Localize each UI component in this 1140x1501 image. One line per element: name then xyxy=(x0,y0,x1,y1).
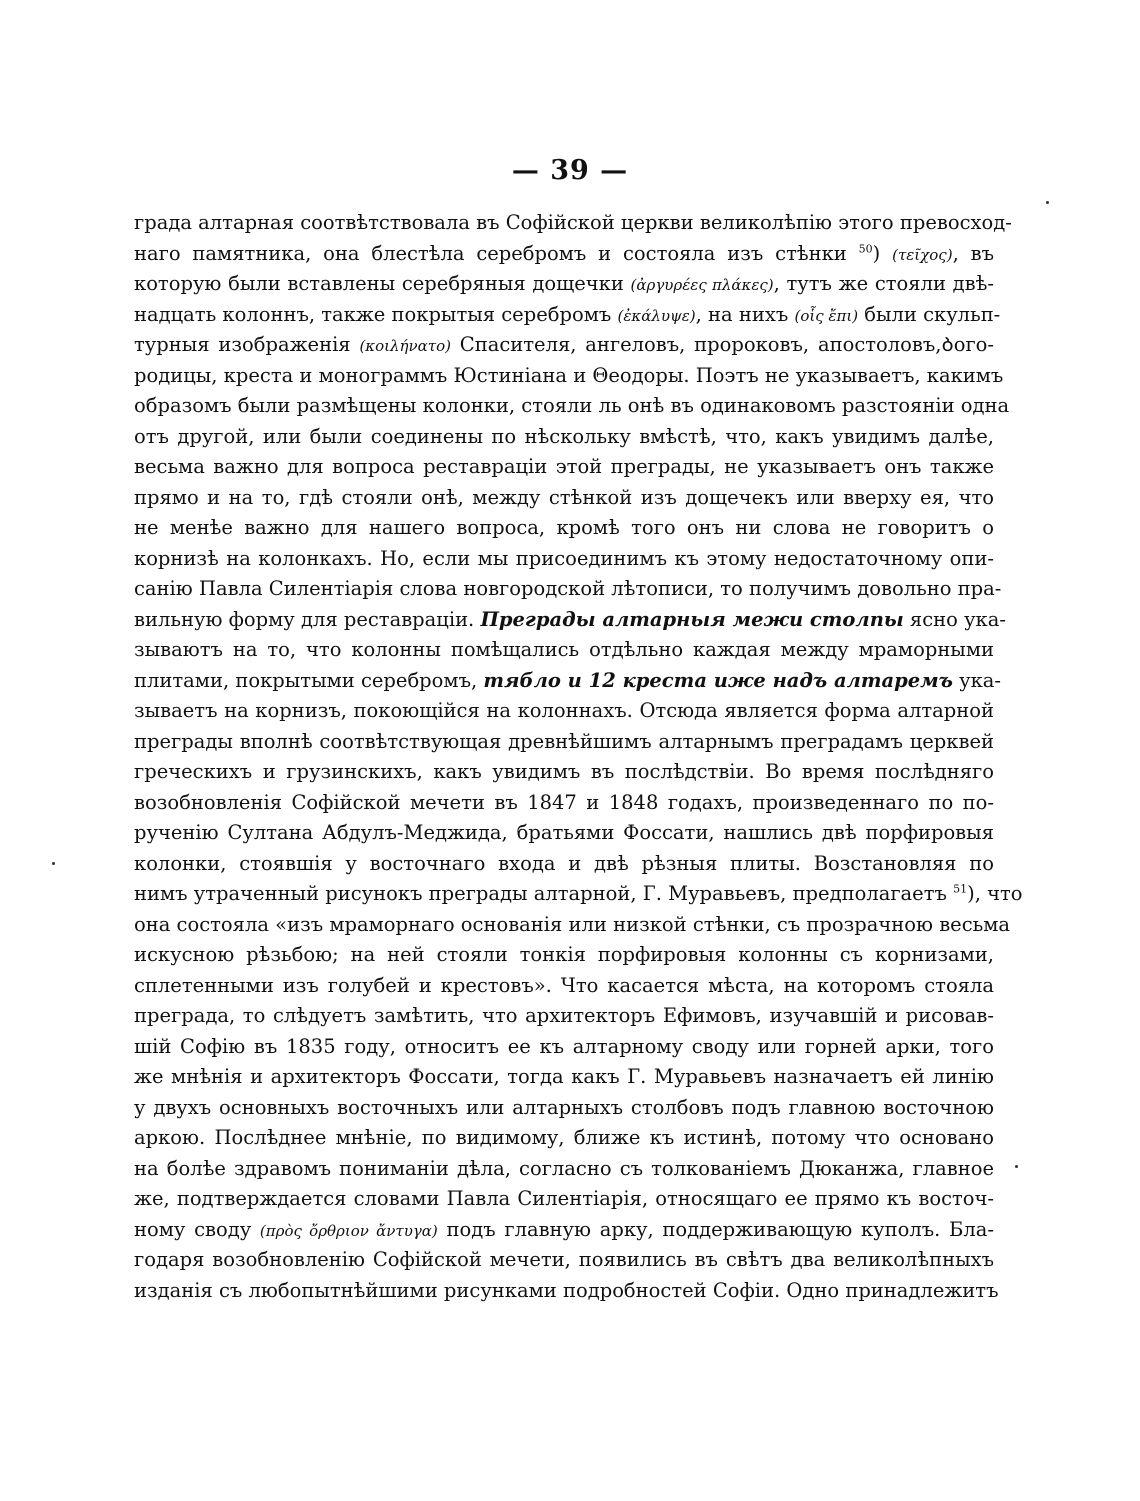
text-run: турныя изображенія xyxy=(134,333,360,356)
text-run: плитами, покрытыми серебромъ, xyxy=(134,668,484,692)
text-line: у двухъ основныхъ восточныхъ или алтарныхъ столбовъ подъ главною восточною xyxy=(134,1095,994,1119)
text-line xyxy=(134,300,1001,331)
text-run: Спасителя, ангеловъ, пророковъ, апостоловъ,Ბого- xyxy=(450,333,994,356)
text-run: были скульп- xyxy=(858,302,1001,326)
text-line: отъ другой, или были соединены по нѣскольку вмѣстѣ, что, какъ увидимъ далѣе, xyxy=(134,424,994,448)
text-line xyxy=(134,239,994,270)
text-line: корнизѣ на колонкахъ. Но, если мы присоединимъ къ этому недостаточному опи- xyxy=(134,546,994,570)
text-line: града алтарная соотвѣтствовала въ Софійской церкви великолѣпію этого превосход- xyxy=(134,211,1012,234)
text-line: же мнѣнія и архитекторъ Фоссати, тогда какъ Г. Муравьевъ назначаетъ ей линію xyxy=(134,1065,994,1088)
text-line: изданія съ любопытнѣйшими рисунками подробностей Софіи. Одно принадлежитъ xyxy=(134,1278,999,1302)
greek-term: (ἀργυρέες πλάκες) xyxy=(630,276,774,294)
text-line: не менѣе важно для нашего вопроса, кромѣ того онъ ни слова не говоритъ о xyxy=(134,516,994,539)
text-run: , въ xyxy=(952,241,994,265)
text-line: она состояла «изъ мраморнаго основанія или низкой стѣнки, съ прозрачною весьма xyxy=(134,912,1011,936)
text-line: весьма важно для вопроса реставраціи этой преграды, не указываетъ онъ также xyxy=(134,455,994,478)
text-line: прямо и на то, гдѣ стояли онѣ, между стѣнкой изъ дощечекъ или вверху ея, что xyxy=(134,485,994,509)
text-line: шій Софію въ 1835 году, относитъ ее къ алтарному своду или горней арки, того xyxy=(134,1034,994,1058)
greek-term: (κοιλήνατο) xyxy=(359,337,451,355)
text-line: санію Павла Силентіарія слова новгородской лѣтописи, то получимъ довольно пра- xyxy=(134,577,1002,600)
text-line: греческихъ и грузинскихъ, какъ увидимъ въ послѣдствіи. Во время послѣдняго xyxy=(134,760,994,783)
text-line xyxy=(134,666,1001,697)
text-run: вильную форму для реставраціи. xyxy=(134,607,481,631)
text-line: зываютъ на то, что колонны помѣщались отдѣльно каждая между мраморными xyxy=(134,638,994,661)
greek-term: (οἷς ἔπι) xyxy=(794,306,859,325)
text-line xyxy=(134,1215,994,1246)
text-line: годаря возобновленію Софійской мечети, появились въ свѣтъ два великолѣпныхъ xyxy=(134,1248,994,1271)
text-line: сплетенными изъ голубей и крестовъ». Что касается мѣста, на которомъ стояла xyxy=(134,973,994,997)
greek-term: (πρὸς ὄρθριον ἄντυγα) xyxy=(259,1221,438,1240)
text-run: ), что xyxy=(967,882,1023,905)
text-run: , на нихъ xyxy=(695,302,795,326)
text-line: на болѣе здравомъ пониманіи дѣла, согласно съ толкованіемъ Дюканжа, главное xyxy=(134,1156,994,1180)
text-line: родицы, креста и монограммъ Юстиніана и Θеодоры. Поэтъ не указываетъ, какимъ xyxy=(134,363,1004,387)
quoted-phrase: тябло и 12 креста иже надъ алтаремъ xyxy=(483,668,953,692)
text-line: возобновленія Софійской мечети въ 1847 и 1848 годахъ, произведеннаго по по- xyxy=(134,790,994,814)
text-run: ясно ука- xyxy=(903,607,1006,631)
text-run: , тутъ же стояли двѣ- xyxy=(773,272,994,295)
text-run: ному своду xyxy=(134,1217,260,1241)
text-line xyxy=(134,269,994,300)
quoted-phrase: Преграды алтарныя межи столпы xyxy=(480,607,904,631)
text-run: которую были вставлены серебряныя дощечки xyxy=(134,272,631,295)
print-speck xyxy=(52,862,55,865)
text-run: ) xyxy=(872,241,893,265)
text-run: нимъ утраченный рисунокъ преграды алтарной, Г. Муравьевъ, предполагаетъ xyxy=(134,882,954,905)
text-line: же, подтверждается словами Павла Силентіарія, относящаго ее прямо къ восточ- xyxy=(134,1187,994,1210)
text-run: наго памятника, она блестѣла серебромъ и состояла изъ стѣнки xyxy=(134,241,859,265)
print-speck xyxy=(1046,201,1049,204)
text-line: искусною рѣзьбою; на ней стояли тонкія порфировыя колонны съ корнизами, xyxy=(134,943,994,966)
text-run: подъ главную арку, поддерживающую куполъ. Бла- xyxy=(437,1217,994,1241)
text-line: образомъ были размѣщены колонки, стояли ль онѣ въ одинаковомъ разстояніи одна xyxy=(134,394,1010,417)
text-line: преграда, то слѣдуетъ замѣтить, что архитекторъ Ефимовъ, изучавшій и рисовав- xyxy=(134,1004,994,1027)
text-line: зываетъ на корнизъ, покоющійся на колоннахъ. Отсюда является форма алтарной xyxy=(134,699,994,722)
text-line: рученію Султана Абдулъ-Меджида, братьями Фоссати, нашлись двѣ порфировыя xyxy=(134,821,994,844)
text-line xyxy=(134,605,1006,636)
print-speck xyxy=(1015,1165,1018,1168)
footnote-ref: 50 xyxy=(858,242,873,255)
text-line: преграды вполнѣ соотвѣтствующая древнѣйшимъ алтарнымъ преградамъ церквей xyxy=(134,729,994,753)
text-run: ука- xyxy=(952,668,1001,692)
text-run: надцать колоннъ, также покрытыя серебромъ xyxy=(134,302,618,326)
text-line xyxy=(134,330,994,361)
greek-term: (τεῖχος) xyxy=(892,245,953,264)
body-text xyxy=(134,208,1023,1306)
text-line xyxy=(134,879,1023,910)
text-line: аркою. Послѣднее мнѣніе, по видимому, ближе къ истинѣ, потому что основано xyxy=(134,1126,994,1149)
footnote-ref: 51 xyxy=(953,882,968,896)
greek-term: (ἐκάλυψε) xyxy=(617,306,696,325)
text-line: колонки, стоявшія у восточнаго входа и двѣ рѣзныя плиты. Возстановляя по xyxy=(134,851,994,875)
page-number: — 39 — xyxy=(511,155,629,186)
